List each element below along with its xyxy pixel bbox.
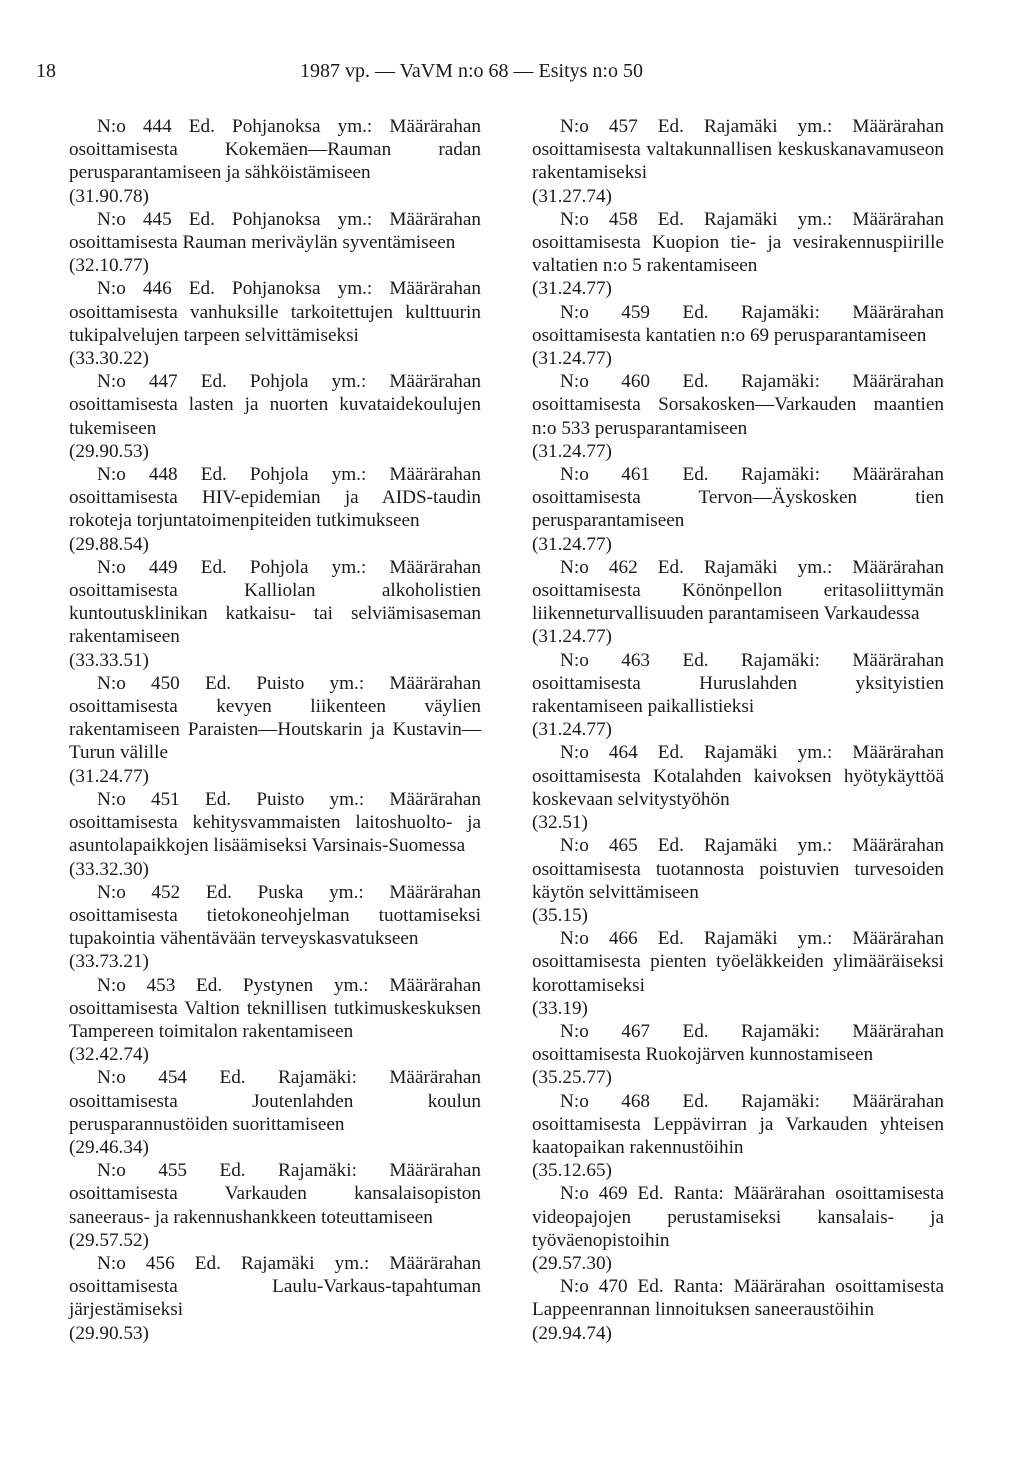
motion-text: N:o 464 Ed. Rajamäki ym.: Määrärahan osoittamisesta Kotalahden kaivoksen hyötykäyttöä koskevaan selvitystyöhön xyxy=(532,742,944,810)
budget-code: (31.24.77) xyxy=(532,440,612,462)
motion-text: N:o 468 Ed. Rajamäki: Määrärahan osoittamisesta Leppävirran ja Varkauden yhteisen kaatopaikan rakennustöihin xyxy=(532,1090,944,1158)
motion-text: N:o 470 Ed. Ranta: Määrärahan osoittamisesta Lappeenrannan linnoituksen saneeraustöihin xyxy=(532,1276,944,1321)
motion-text: N:o 461 Ed. Rajamäki: Määrärahan osoittamisesta Tervon—Äyskosken tien perusparantamiseen xyxy=(532,464,944,532)
motion-entry xyxy=(69,208,481,278)
budget-code: (29.46.34) xyxy=(69,1136,149,1158)
motion-entry xyxy=(69,463,481,556)
motion-entry xyxy=(532,1090,944,1183)
motion-text: N:o 469 Ed. Ranta: Määrärahan osoittamisesta videopajojen perustamiseksi kansalais- ja työväenopistoihin xyxy=(532,1183,944,1251)
budget-code: (33.33.51) xyxy=(69,649,149,671)
motion-entry xyxy=(69,788,481,881)
motion-entry xyxy=(69,115,481,208)
motion-entry xyxy=(69,881,481,974)
motion-text: N:o 446 Ed. Pohjanoksa ym.: Määrärahan osoittamisesta vanhuksille tarkoitettujen kulttuurin tukipalvelujen tarpeen selvittämiseksi xyxy=(69,278,481,346)
motion-entry xyxy=(69,370,481,463)
motion-text: N:o 449 Ed. Pohjola ym.: Määrärahan osoittamisesta Kalliolan alkoholistien kuntoutusklinikan katkaisu- tai selviämisaseman rakentamiseen xyxy=(69,556,481,648)
motion-text: N:o 450 Ed. Puisto ym.: Määrärahan osoittamisesta kevyen liikenteen väylien rakentamiseen Paraisten—Houtskarin ja Kustavin—Turun välille xyxy=(69,672,481,764)
motion-entry xyxy=(532,115,944,208)
motion-text: N:o 452 Ed. Puska ym.: Määrärahan osoittamisesta tietokoneohjelman tuottamiseksi tupakointia vähentävään terveyskasvatukseen xyxy=(69,881,481,950)
motion-entry xyxy=(69,1066,481,1159)
motion-text: N:o 457 Ed. Rajamäki ym.: Määrärahan osoittamisesta valtakunnallisen keskuskanavamuseon rakentamiseksi xyxy=(532,116,944,184)
motion-text: N:o 453 Ed. Pystynen ym.: Määrärahan osoittamisesta Valtion teknillisen tutkimuskeskuksen Tampereen toimitalon rakentamiseen xyxy=(69,974,481,1042)
budget-code: (35.25.77) xyxy=(532,1067,612,1089)
motion-text: N:o 458 Ed. Rajamäki ym.: Määrärahan osoittamisesta Kuopion tie- ja vesirakennuspiirille valtatien n:o 5 rakentamiseen xyxy=(532,208,944,277)
motion-text: N:o 462 Ed. Rajamäki ym.: Määrärahan osoittamisesta Könönpellon eritasoliittymän liikenneturvallisuuden parantamiseen Varkaudessa xyxy=(532,556,944,625)
motion-entry xyxy=(69,1159,481,1252)
motion-entry xyxy=(69,1252,481,1345)
motion-entry xyxy=(532,1020,944,1090)
motion-entry xyxy=(532,370,944,463)
motion-text: N:o 445 Ed. Pohjanoksa ym.: Määrärahan osoittamisesta Rauman meriväylän syventämiseen xyxy=(69,208,481,254)
budget-code: (29.94.74) xyxy=(532,1322,612,1344)
budget-code: (33.32.30) xyxy=(69,858,149,880)
budget-code: (29.57.52) xyxy=(69,1229,149,1251)
motion-entry xyxy=(532,301,944,371)
motion-text: N:o 451 Ed. Puisto ym.: Määrärahan osoittamisesta kehitysvammaisten laitoshuolto- ja asuntolapaikkojen lisäämiseksi Varsinais-Suomessa xyxy=(69,788,481,857)
budget-code: (31.24.77) xyxy=(532,278,612,300)
motion-text: N:o 465 Ed. Rajamäki ym.: Määrärahan osoittamisesta tuotannosta poistuvien turvesoiden käytön selvittämiseen xyxy=(532,835,944,903)
budget-code: (35.15) xyxy=(532,904,588,926)
budget-code: (31.24.77) xyxy=(69,765,149,787)
right-column xyxy=(532,115,944,1345)
budget-code: (32.42.74) xyxy=(69,1044,149,1066)
motion-entry xyxy=(69,672,481,788)
motion-entry xyxy=(532,1182,944,1275)
motion-entry xyxy=(532,556,944,649)
budget-code: (33.30.22) xyxy=(69,348,149,370)
budget-code: (32.51) xyxy=(532,812,588,834)
budget-code: (31.90.78) xyxy=(69,185,149,207)
motion-text: N:o 466 Ed. Rajamäki ym.: Määrärahan osoittamisesta pienten työeläkkeiden ylimääräiseksi korottamiseksi xyxy=(532,928,944,996)
motion-text: N:o 460 Ed. Rajamäki: Määrärahan osoittamisesta Sorsakosken—Varkauden maantien n:o 533 perusparantamiseen xyxy=(532,371,944,439)
budget-code: (29.57.30) xyxy=(532,1252,612,1274)
page-header-title: 1987 vp. — VaVM n:o 68 — Esitys n:o 50 xyxy=(300,60,643,82)
page-number: 18 xyxy=(36,60,56,82)
budget-code: (31.24.77) xyxy=(532,719,612,741)
motion-entry xyxy=(532,1275,944,1345)
motion-text: N:o 448 Ed. Pohjola ym.: Määrärahan osoittamisesta HIV-epidemian ja AIDS-taudin rokoteja torjuntatoimenpiteiden tutkimukseen xyxy=(69,464,481,532)
motion-entry xyxy=(532,927,944,1020)
budget-code: (29.90.53) xyxy=(69,1322,149,1344)
motion-entry xyxy=(69,556,481,672)
motion-text: N:o 456 Ed. Rajamäki ym.: Määrärahan osoittamisesta Laulu-Varkaus-tapahtuman järjestämiseksi xyxy=(69,1252,481,1321)
budget-code: (31.24.77) xyxy=(532,348,612,370)
budget-code: (31.24.77) xyxy=(532,533,612,555)
budget-code: (32.10.77) xyxy=(69,255,149,277)
budget-code: (33.73.21) xyxy=(69,951,149,973)
motion-entry xyxy=(69,277,481,370)
motion-entry xyxy=(532,741,944,834)
motion-entry xyxy=(532,208,944,301)
motion-text: N:o 444 Ed. Pohjanoksa ym.: Määrärahan osoittamisesta Kokemäen—Rauman radan perusparantamiseen ja sähköistämiseen xyxy=(69,116,481,184)
motion-entry xyxy=(69,974,481,1067)
budget-code: (33.19) xyxy=(532,997,588,1019)
motion-text: N:o 447 Ed. Pohjola ym.: Määrärahan osoittamisesta lasten ja nuorten kuvataidekoulujen tukemiseen xyxy=(69,371,481,439)
budget-code: (35.12.65) xyxy=(532,1160,612,1182)
motion-text: N:o 454 Ed. Rajamäki: Määrärahan osoittamisesta Joutenlahden koulun perusparannustöiden suorittamiseen xyxy=(69,1067,481,1135)
budget-code: (29.88.54) xyxy=(69,533,149,555)
motion-text: N:o 463 Ed. Rajamäki: Määrärahan osoittamisesta Huruslahden yksityistien rakentamiseen paikallistieksi xyxy=(532,649,944,718)
motion-text: N:o 455 Ed. Rajamäki: Määrärahan osoittamisesta Varkauden kansalaisopiston saneeraus- ja rakennushankkeen toteuttamiseen xyxy=(69,1160,481,1228)
motion-entry xyxy=(532,649,944,742)
motion-text: N:o 467 Ed. Rajamäki: Määrärahan osoittamisesta Ruokojärven kunnostamiseen xyxy=(532,1020,944,1066)
motion-text: N:o 459 Ed. Rajamäki: Määrärahan osoittamisesta kantatien n:o 69 perusparantamiseen xyxy=(532,301,944,346)
motion-entry xyxy=(532,834,944,927)
budget-code: (31.27.74) xyxy=(532,185,612,207)
motion-entry xyxy=(532,463,944,556)
left-column xyxy=(69,115,481,1345)
budget-code: (31.24.77) xyxy=(532,626,612,648)
budget-code: (29.90.53) xyxy=(69,440,149,462)
